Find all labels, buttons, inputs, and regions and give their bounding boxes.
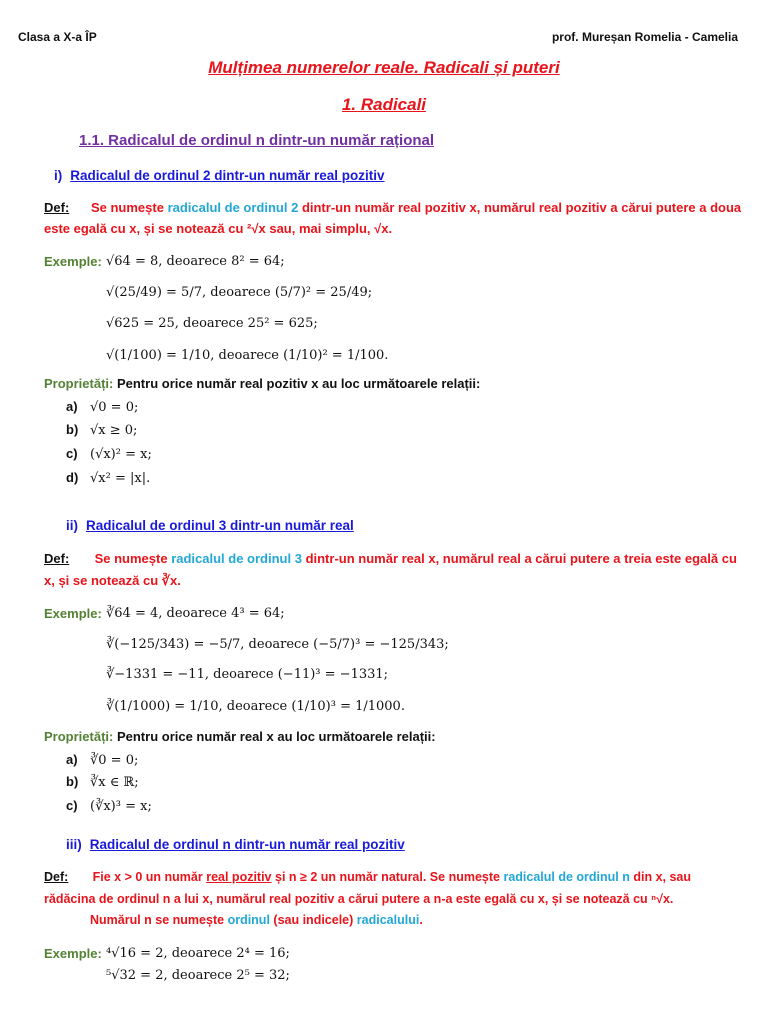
section-1-prop-a: a) √0 = 0; [66, 399, 139, 415]
def-label: Def: [44, 870, 69, 884]
def-text: din x, sau [633, 870, 692, 884]
def-term: ordinul [227, 913, 270, 927]
section-2-example-2: ∛(−125/343) = −5/7, deoarece (−5/7)³ = −125/343; [106, 637, 449, 652]
section-3-heading [66, 837, 405, 852]
section-2-title: Radicalul de ordinul 3 dintr-un număr real [86, 518, 354, 533]
def-term-underlined: real pozitiv [206, 870, 272, 884]
section-2-prop-b: b) ∛x ∈ ℝ; [66, 774, 139, 790]
section-3-number: iii) [66, 837, 82, 852]
section-1-def-line-2: este egală cu x, și se notează cu ²√x sau, mai simplu, √x. [44, 221, 393, 236]
props-text: Pentru orice număr real pozitiv x au loc următoarele relații: [116, 376, 481, 391]
section-2-prop-a: a) ∛0 = 0; [66, 752, 139, 768]
def-text: Se numește [90, 200, 164, 215]
section-1-example-1: √64 = 8, deoarece 8² = 64; [106, 254, 285, 269]
def-label: Def: [44, 551, 70, 566]
section-3-def-line-3: Numărul n se numește ordinul (sau indicele) radicalului. [90, 913, 423, 927]
section-3-example-1: ⁴√16 = 2, deoarece 2⁴ = 16; [106, 946, 290, 961]
section-1-prop-c: c) (√x)² = x; [66, 446, 152, 462]
props-label: Proprietăți: [44, 376, 114, 391]
section-2-def-line-2: x, și se notează cu ∛x. [44, 573, 181, 588]
props-text: Pentru orice număr real x au loc următoarele relații: [116, 729, 436, 744]
header-class: Clasa a X-a ÎP [18, 30, 97, 44]
section-2-prop-c: c) (∛x)³ = x; [66, 798, 152, 814]
section-2-number: ii) [66, 518, 78, 533]
section-1-number: i) [54, 168, 63, 183]
section-2-example-4: ∛(1/1000) = 1/10, deoarece (1/10)³ = 1/1000. [106, 699, 405, 714]
section-3-title: Radicalul de ordinul n dintr-un număr real pozitiv [89, 837, 405, 852]
section-1-example-3: √625 = 25, deoarece 25² = 625; [106, 316, 318, 331]
def-term: radicalul de ordinul 2 [167, 200, 299, 215]
def-text: dintr-un număr real x, numărul real a cărui putere a treia este egală cu [305, 551, 737, 566]
def-term: radicalului [356, 913, 420, 927]
section-1-properties [44, 376, 480, 391]
def-label: Def: [44, 200, 70, 215]
def-term: radicalul de ordinul 3 [171, 551, 302, 566]
section-1-title: Radicalul de ordinul 2 dintr-un număr real pozitiv [70, 168, 385, 183]
chapter-title: 1. Radicali [341, 95, 427, 114]
subsection-title: 1.1. Radicalul de ordinul n dintr-un număr rațional [79, 132, 435, 149]
section-1-example-2: √(25/49) = 5/7, deoarece (5/7)² = 25/49; [106, 285, 373, 300]
section-1-example-4: √(1/100) = 1/10, deoarece (1/10)² = 1/100. [106, 348, 389, 363]
section-2-properties [44, 729, 436, 744]
def-term: radicalul de ordinul n [503, 870, 630, 884]
section-2-def-line-1 [44, 551, 737, 566]
def-text: și n ≥ 2 un număr natural. Se numește [275, 870, 500, 884]
section-2-example-1: ∛64 = 4, deoarece 4³ = 64; [106, 606, 285, 621]
section-3-def-line-2: rădăcina de ordinul n a lui x, numărul real pozitiv a cărui putere a n-a este egală cu x, și se notează cu ⁿ√x. [44, 892, 674, 906]
def-text: Fie x > 0 un număr [92, 870, 203, 884]
section-1-def-line-1 [44, 200, 741, 215]
section-2-example-3: ∛−1331 = −11, deoarece (−11)³ = −1331; [106, 667, 389, 682]
section-3-examples-label: Exemple: [44, 946, 102, 961]
def-text: Se numește [94, 551, 168, 566]
section-1-prop-d: d) √x² = |x|. [66, 470, 151, 486]
section-1-examples-label: Exemple: [44, 254, 102, 269]
section-1-heading [54, 168, 385, 183]
section-3-example-2: ⁵√32 = 2, deoarece 2⁵ = 32; [106, 968, 290, 983]
props-label: Proprietăți: [44, 729, 114, 744]
section-1-prop-b: b) √x ≥ 0; [66, 422, 138, 438]
header-author: prof. Mureșan Romelia - Camelia [551, 30, 738, 44]
section-2-heading [66, 518, 354, 533]
section-3-def-line-1 [44, 870, 691, 884]
section-2-examples-label: Exemple: [44, 606, 102, 621]
page-title: Mulțimea numerelor reale. Radicali și puteri [208, 58, 560, 77]
def-text: dintr-un număr real pozitiv x, numărul real pozitiv a cărui putere a doua [301, 200, 742, 215]
